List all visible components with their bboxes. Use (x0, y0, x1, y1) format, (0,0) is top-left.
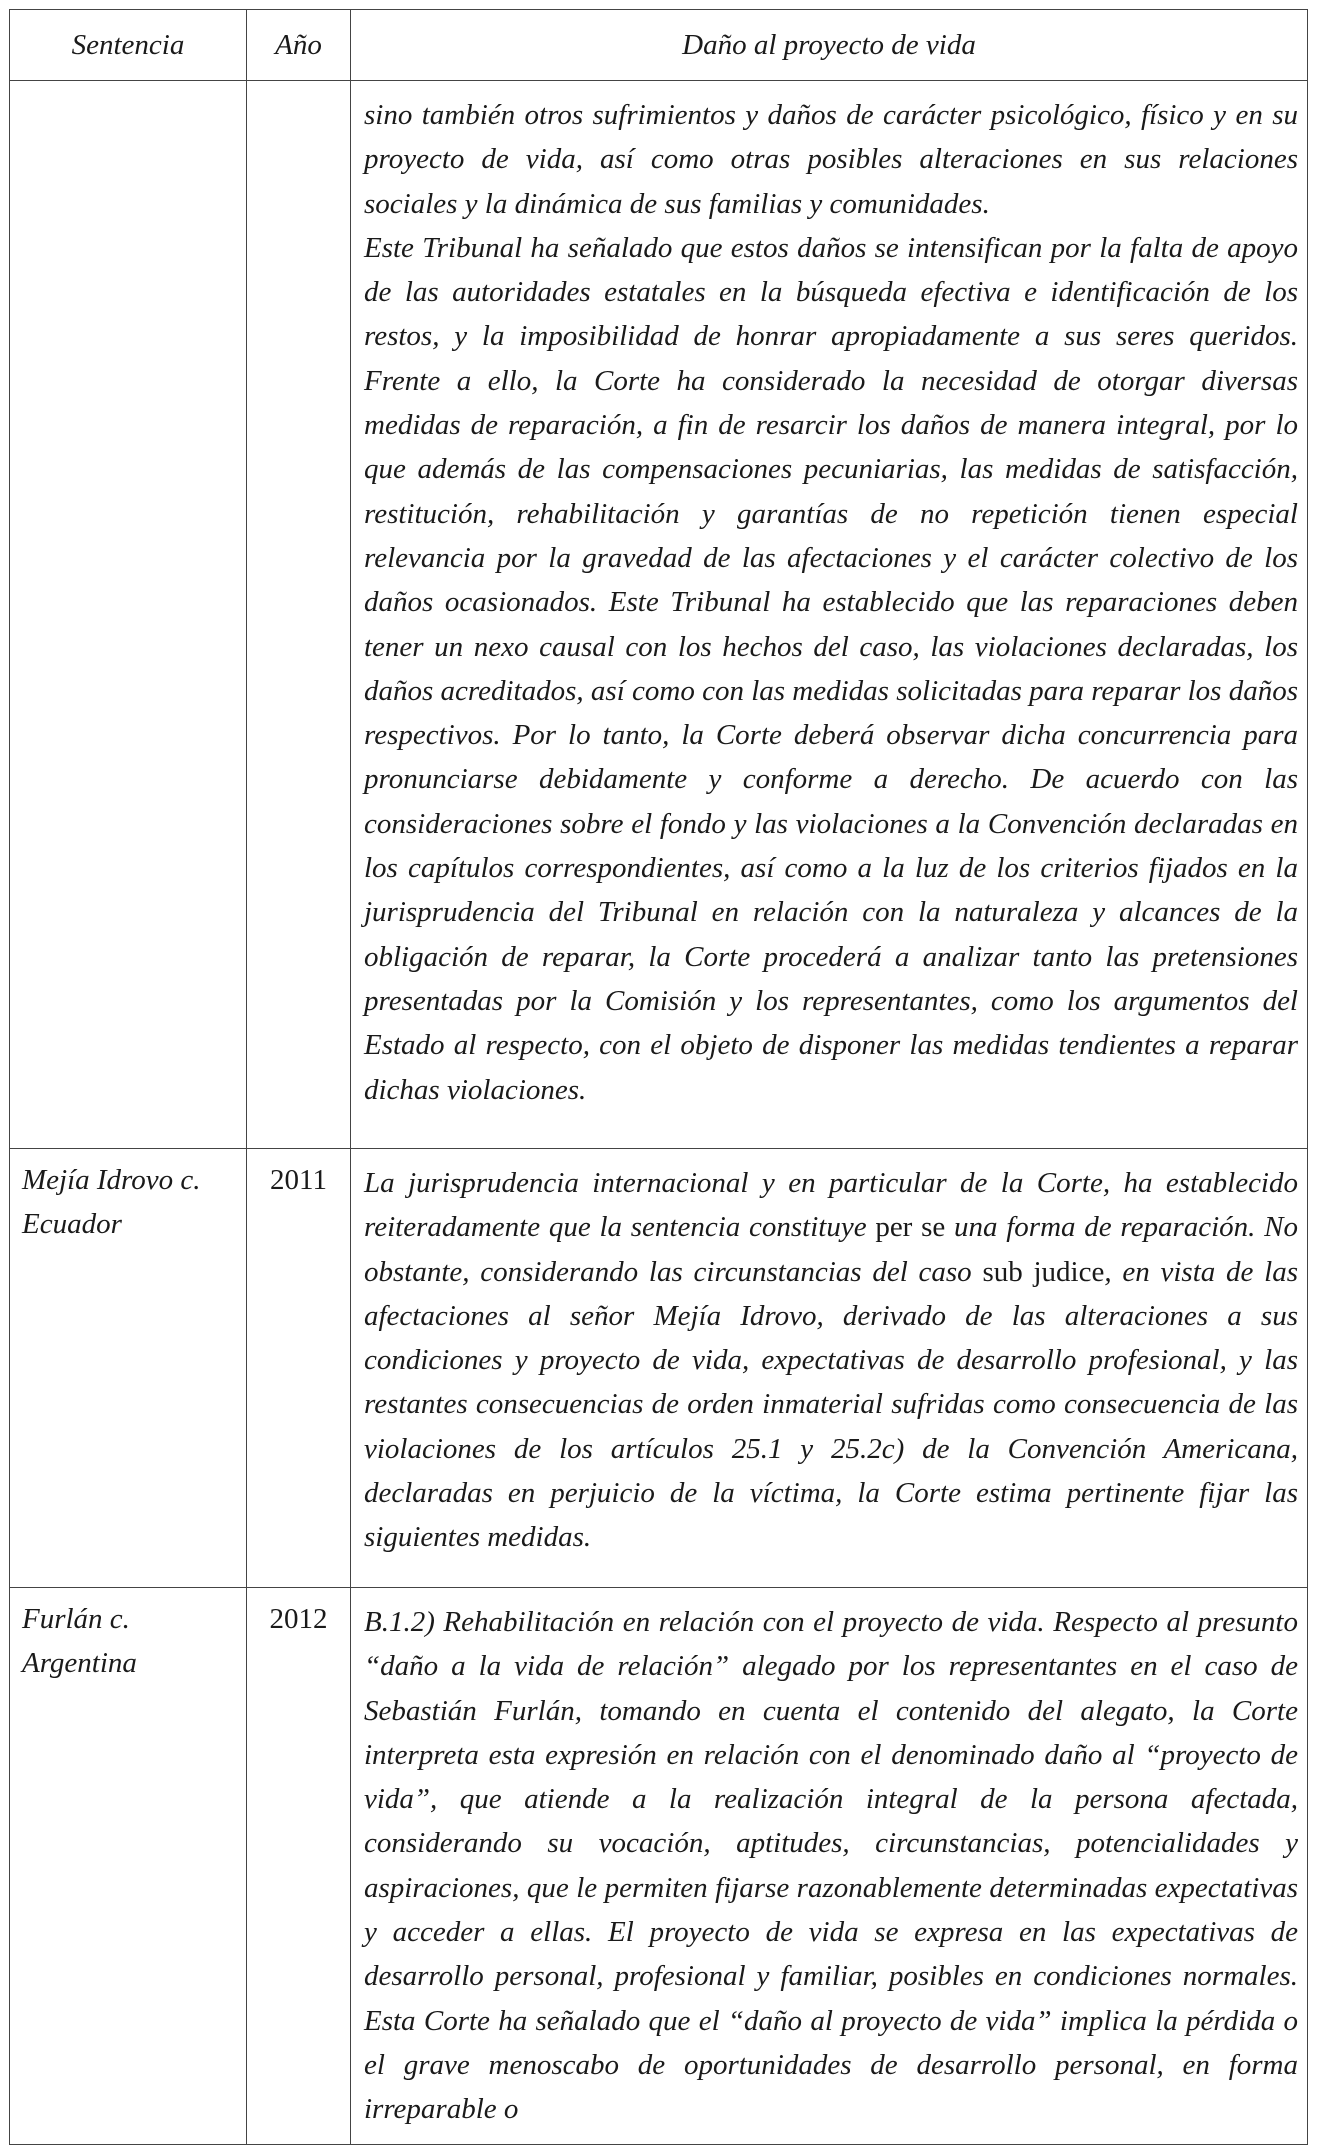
year-cell: 2012 (247, 1588, 351, 2145)
jurisprudence-table (9, 9, 1308, 2145)
excerpt-paragraph: sino también otros sufrimientos y daños de carácter psicológico, físico y en su proyecto de vida, así como otras posibles alteraciones en sus relaciones sociales y la dinámica de sus familias y comunidades. (364, 99, 1298, 220)
excerpt-cell: B.1.2) Rehabilitación en relación con el proyecto de vida. Respecto al presunto “daño a la vida de relación” alegado por los representantes en el caso de Sebastián Furlán, tomando en cuenta el contenido del alegato, la Corte interpreta esta expresión en relación con el denominado daño al “proyecto de vida”, que atiende a la realización integral de la persona afectada, considerando su vocación, aptitudes, circunstancias, potencialidades y aspiraciones, que le permiten fijarse razonablemente determinadas expectativas y acceder a ellas. El proyecto de vida se expresa en las expectativas de desarrollo personal, profesional y familiar, posibles en condiciones normales. Esta Corte ha señalado que el “daño al proyecto de vida” implica la pérdida o el grave menoscabo de oportunidades de desarrollo personal, en forma irreparable o (351, 1588, 1308, 2145)
header-anio: Año (247, 10, 351, 81)
excerpt-cell (351, 1149, 1308, 1588)
case-name-cell: Mejía Idrovo c. Ecuador (10, 1149, 247, 1588)
table-row (10, 81, 1308, 1149)
case-name-cell: Furlán c. Argentina (10, 1588, 247, 2145)
header-dano-proyecto-vida: Daño al proyecto de vida (351, 10, 1308, 81)
excerpt-text: una forma de reparación. No obstante, considerando las circunstancias del caso (364, 1211, 1298, 1288)
excerpt-text: La jurisprudencia internacional y en particular de la Corte, ha establecido reiteradamente que la sentencia constituye (364, 1167, 1298, 1244)
latin-term-sub-judice: sub judice (982, 1255, 1105, 1288)
year-cell (247, 81, 351, 1149)
table-row (10, 1149, 1308, 1588)
table-row (10, 1588, 1308, 2145)
case-name-cell (10, 81, 247, 1149)
excerpt-cell (351, 81, 1308, 1149)
year-cell: 2011 (247, 1149, 351, 1588)
excerpt-paragraph: Este Tribunal ha señalado que estos daños se intensifican por la falta de apoyo de las autoridades estatales en la búsqueda efectiva e identificación de los restos, y la imposibilidad de honrar apropiadamente a sus seres queridos. Frente a ello, la Corte ha considerado la necesidad de otorgar diversas medidas de reparación, a fin de resarcir los daños de manera integral, por lo que además de las compensaciones pecuniarias, las medidas de satisfacción, restitución, rehabilitación y garantías de no repetición tienen especial relevancia por la gravedad de las afectaciones y el carácter colectivo de los daños ocasionados. Este Tribunal ha establecido que las reparaciones deben tener un nexo causal con los hechos del caso, las violaciones declaradas, los daños acreditados, así como con las medidas solicitadas para reparar los daños respectivos. Por lo tanto, la Corte deberá observar dicha concurrencia para pronunciarse debidamente y conforme a derecho. De acuerdo con las consideraciones sobre el fondo y las violaciones a la Convención declaradas en los capítulos correspondientes, así como a la luz de los criterios fijados en la jurisprudencia del Tribunal en relación con la naturaleza y alcances de la obligación de reparar, la Corte procederá a analizar tanto las pretensiones presentadas por la Comisión y los representantes, como los argumentos del Estado al respecto, con el objeto de disponer las medidas tendientes a reparar dichas violaciones. (364, 231, 1298, 1106)
header-sentencia: Sentencia (10, 10, 247, 81)
table-header-row (10, 10, 1308, 81)
latin-term-per-se: per se (875, 1211, 946, 1244)
excerpt-text: , en vista de las afectaciones al señor Mejía Idrovo, derivado de las alteraciones a sus condiciones y proyecto de vida, expectativas de desarrollo profesional, y las restantes consecuencias de orden inmaterial sufridas como consecuencia de las violaciones de los artículos 25.1 y 25.2c) de la Convención Americana, declaradas en perjuicio de la víctima, la Corte estima pertinente fijar las siguientes medidas. (364, 1255, 1299, 1554)
